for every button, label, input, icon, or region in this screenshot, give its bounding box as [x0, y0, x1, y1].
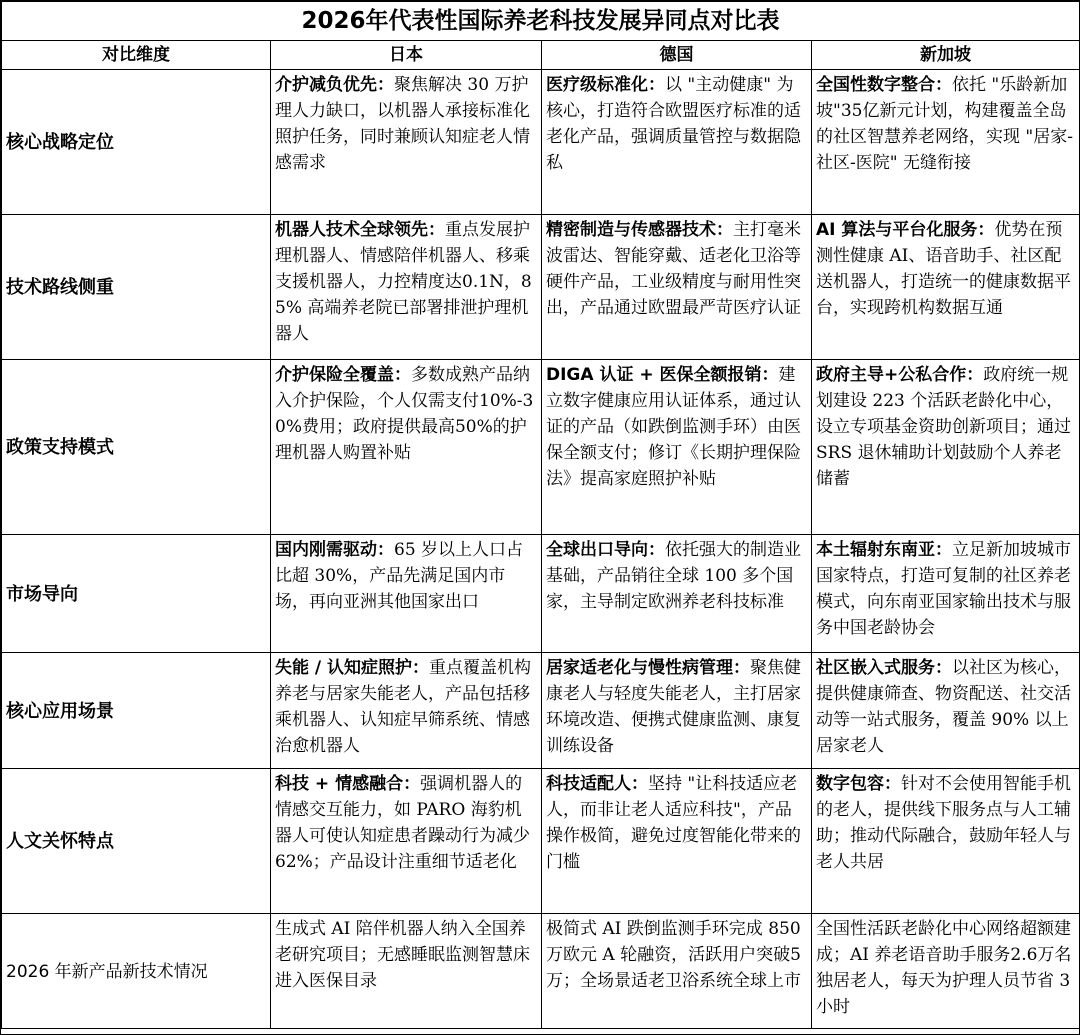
cell-lead: 科技适配人：: [546, 774, 648, 794]
cell-text: 聚焦解决 30 万护理人力缺口，以机器人承接标准化照护任务，同时兼顾认知症老人情感需求: [275, 75, 530, 173]
cell-lead: 数字包容：: [816, 774, 901, 794]
cell-text: 强调机器人的情感交互能力，如 PARO 海豹机器人可使认知症患者躁动行为减少 62%；产品设计注重细节适老化: [275, 774, 530, 872]
cell-text: 依托 "乐龄新加坡"35亿新元计划，构建覆盖全岛的社区智慧养老网络，实现 "居家-社区-医院" 无缝衔接: [816, 75, 1073, 173]
cell-japan: [271, 70, 542, 215]
cell-singapore: [812, 914, 1080, 1029]
header-dimension: 对比维度: [2, 41, 271, 70]
row-dimension: 市场导向: [2, 535, 271, 653]
row-dimension: 核心战略定位: [2, 70, 271, 215]
table-row: [2, 535, 1080, 653]
row-dimension: 技术路线侧重: [2, 215, 271, 360]
cell-lead: 国内刚需驱动：: [275, 540, 394, 560]
cell-singapore: [812, 535, 1080, 653]
cell-germany: [542, 70, 812, 215]
cell-lead: 全球出口导向：: [546, 540, 665, 560]
cell-lead: 政府主导+公私合作：: [816, 365, 984, 385]
cell-text: 针对不会使用智能手机的老人，提供线下服务点与人工辅助；推动代际融合，鼓励年轻人与老人共居: [816, 774, 1071, 872]
cell-text: 政府统一规划建设 223 个活跃老龄化中心，设立专项基金资助创新项目；通过 SRS 退休辅助计划鼓励个人养老储蓄: [816, 365, 1071, 489]
cell-lead: 失能 / 认知症照护：: [275, 658, 430, 678]
cell-text: 建立数字健康应用认证体系，通过认证的产品（如跌倒监测手环）由医保全额支付；修订《长期护理保险法》提高家庭照护补贴: [546, 365, 801, 489]
cell-lead: 科技 + 情感融合：: [275, 774, 421, 794]
cell-text: 优势在预测性健康 AI、语音助手、社区配送机器人，打造统一的健康数据平台，实现跨机构数据互通: [816, 220, 1071, 318]
cell-lead: 本土辐射东南亚：: [816, 540, 952, 560]
cell-germany: [542, 914, 812, 1029]
header-germany: 德国: [542, 41, 812, 70]
cell-lead: AI 算法与平台化服务：: [816, 220, 995, 240]
table-row: [2, 914, 1080, 1029]
cell-lead: 介护保险全覆盖：: [275, 365, 411, 385]
table-row: [2, 653, 1080, 769]
cell-lead: 精密制造与传感器技术：: [546, 220, 733, 240]
cell-japan: [271, 360, 542, 535]
cell-text: 立足新加坡城市国家特点，打造可复制的社区养老模式，向东南亚国家输出技术与服务中国老龄协会: [816, 540, 1071, 638]
cell-singapore: [812, 215, 1080, 360]
table-row: [2, 360, 1080, 535]
cell-lead: DIGA 认证 + 医保全额报销：: [546, 365, 779, 385]
cell-germany: [542, 769, 812, 914]
cell-lead: 居家适老化与慢性病管理：: [546, 658, 750, 678]
cell-singapore: [812, 769, 1080, 914]
cell-text: 重点发展护理机器人、情感陪伴机器人、移乘支援机器人，力控精度达0.1N，85% 高端养老院已部署排泄护理机器人: [275, 220, 532, 344]
cell-japan: [271, 769, 542, 914]
cell-text: 生成式 AI 陪伴机器人纳入全国养老研究项目；无感睡眠监测智慧床进入医保目录: [275, 919, 530, 991]
cell-text: 全国性活跃老龄化中心网络超额建成；AI 养老语音助手服务2.6万名独居老人，每天为护理人员节省 3 小时: [816, 919, 1072, 1017]
table-row: [2, 70, 1080, 215]
header-row: [2, 41, 1080, 70]
table-row: [2, 215, 1080, 360]
cell-germany: [542, 360, 812, 535]
row-dimension: 人文关怀特点: [2, 769, 271, 914]
table-title: 2026年代表性国际养老科技发展异同点对比表: [2, 2, 1080, 41]
row-dimension: 2026 年新产品新技术情况: [2, 914, 271, 1029]
cell-lead: 全国性数字整合：: [816, 75, 952, 95]
table-row: [2, 769, 1080, 914]
cell-text: 聚焦健康老人与轻度失能老人，主打居家环境改造、便携式健康监测、康复训练设备: [546, 658, 801, 756]
title-row: [2, 2, 1080, 41]
cell-lead: 社区嵌入式服务：: [816, 658, 952, 678]
row-dimension: 核心应用场景: [2, 653, 271, 769]
cell-germany: [542, 653, 812, 769]
cell-japan: [271, 653, 542, 769]
cell-japan: [271, 535, 542, 653]
cell-singapore: [812, 70, 1080, 215]
cell-lead: 机器人技术全球领先：: [275, 220, 445, 240]
cell-lead: 介护减负优先：: [275, 75, 394, 95]
cell-singapore: [812, 653, 1080, 769]
comparison-table: [1, 1, 1080, 1029]
row-dimension: 政策支持模式: [2, 360, 271, 535]
header-japan: 日本: [271, 41, 542, 70]
cell-germany: [542, 215, 812, 360]
cell-text: 坚持 "让科技适应老人，而非让老人适应科技"，产品操作极简，避免过度智能化带来的门槛: [546, 774, 801, 872]
cell-text: 65 岁以上人口占比超 30%，产品先满足国内市场，再向亚洲其他国家出口: [275, 540, 524, 612]
cell-text: 以 "主动健康" 为核心，打造符合欧盟医疗标准的适老化产品，强调质量管控与数据隐私: [546, 75, 801, 173]
cell-japan: [271, 914, 542, 1029]
cell-text: 以社区为核心，提供健康筛查、物资配送、社交活动等一站式服务，覆盖 90% 以上居家老人: [816, 658, 1071, 756]
cell-text: 极简式 AI 跌倒监测手环完成 850 万欧元 A 轮融资，活跃用户突破5万；全场景适老卫浴系统全球上市: [546, 919, 801, 991]
cell-japan: [271, 215, 542, 360]
cell-text: 多数成熟产品纳入介护保险，个人仅需支付10%-30%费用；政府提供最高50%的护理机器人购置补贴: [275, 365, 534, 463]
cell-singapore: [812, 360, 1080, 535]
cell-text: 主打毫米波雷达、智能穿戴、适老化卫浴等硬件产品，工业级精度与耐用性突出，产品通过欧盟最严苛医疗认证: [546, 220, 801, 318]
cell-lead: 医疗级标准化：: [546, 75, 665, 95]
cell-text: 依托强大的制造业基础，产品销往全球 100 多个国家，主导制定欧洲养老科技标准: [546, 540, 801, 612]
header-singapore: 新加坡: [812, 41, 1080, 70]
cell-text: 重点覆盖机构养老与居家失能老人，产品包括移乘机器人、认知症早筛系统、情感治愈机器人: [275, 658, 532, 756]
cell-germany: [542, 535, 812, 653]
